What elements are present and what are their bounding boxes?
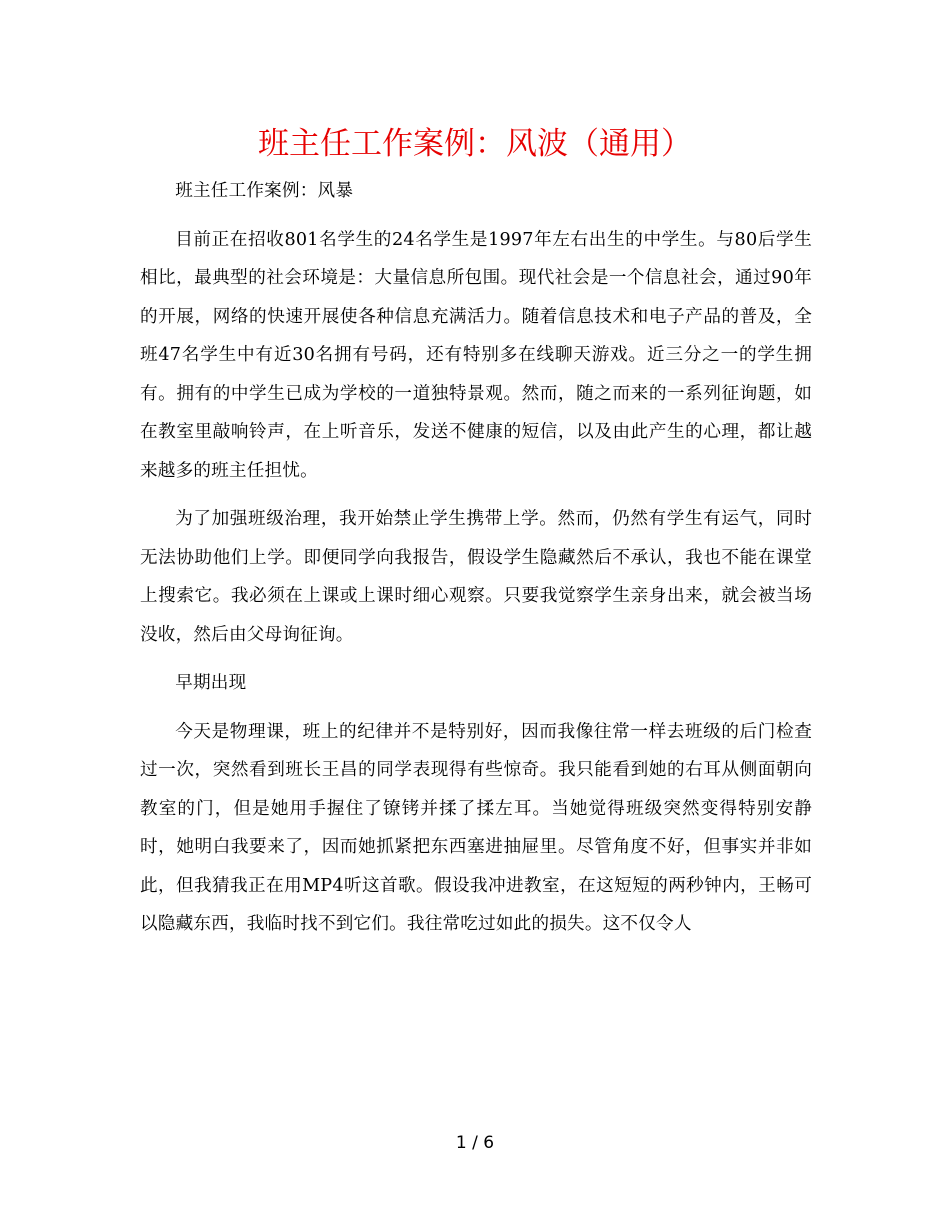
section-heading: 早期出现: [175, 673, 247, 693]
document-title: 班主任工作案例：风波（通用）: [258, 126, 692, 162]
paragraph: 为了加强班级治理，我开始禁止学生携带上学。然而，仍然有学生有运气，同时无法协助他们上学。即便同学向我报告，假设学生隐藏然后不承认，我也不能在课堂上搜索它。我必须在上课或上课时细心观察。只要我觉察学生亲身出来，就会被当场没收，然后由父母询征询。: [140, 509, 812, 645]
paragraph: 今天是物理课，班上的纪律并不是特别好，因而我像往常一样去班级的后门检查过一次，突然看到班长王昌的同学表现得有些惊奇。我只能看到她的右耳从侧面朝向教室的门，但是她用手握住了镣铐并揉了揉左耳。当她觉得班级突然变得特别安静时，她明白我要来了，因而她抓紧把东西塞进抽屉里。尽管角度不好，但事实并非如此，但我猜我正在用MP4听这首歌。假设我冲进教室，在这短短的两秒钟内，王畅可以隐藏东西，我临时找不到它们。我往常吃过如此的损失。这不仅令人: [140, 721, 812, 934]
paragraph-subtitle: 班主任工作案例：风暴: [175, 181, 354, 201]
document-body: [140, 172, 812, 944]
paragraph: 目前正在招收801名学生的24名学生是1997年左右出生的中学生。与80后学生相比，最典型的社会环境是：大量信息所包围。现代社会是一个信息社会，通过90年的开展，网络的快速开展使各种信息充满活力。随着信息技术和电子产品的普及，全班47名学生中有近30名拥有号码，还有特别多在线聊天游戏。近三分之一的学生拥有。拥有的中学生已成为学校的一道独特景观。然而，随之而来的一系列征询题，如在教室里敲响铃声，在上听音乐，发送不健康的短信，以及由此产生的心理，都让越来越多的班主任担忧。: [140, 229, 812, 481]
page-number: 1 / 6: [455, 1133, 495, 1153]
